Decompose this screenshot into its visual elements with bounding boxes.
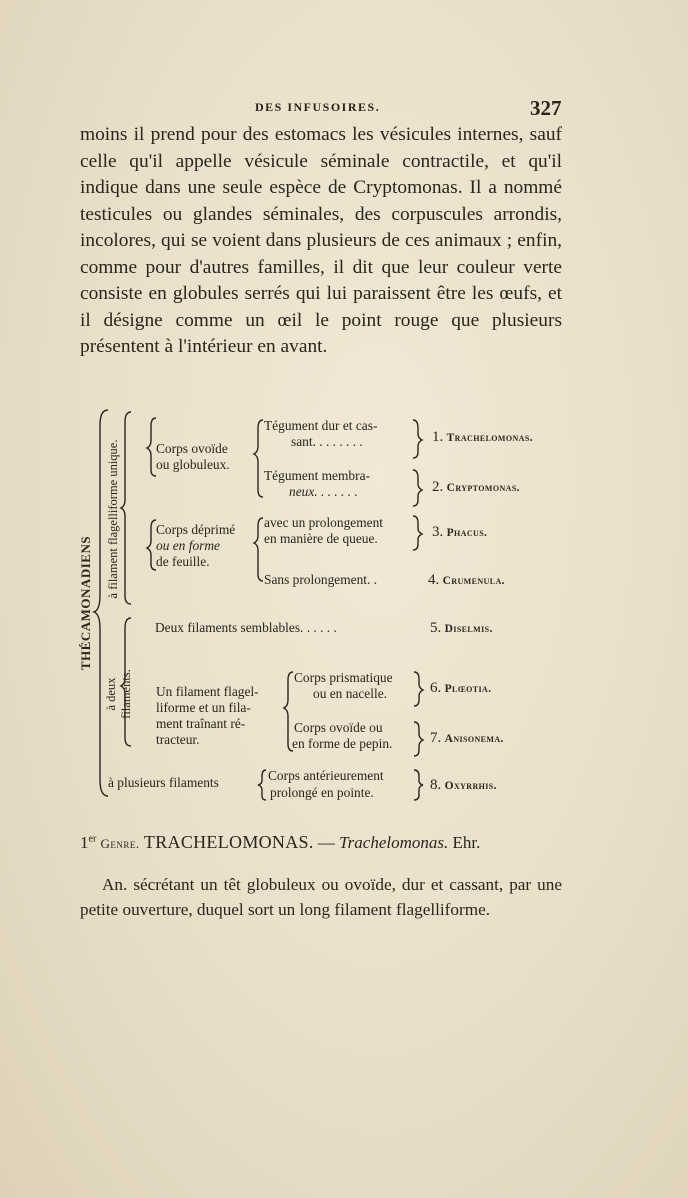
flagellum-line-3: ment traînant ré- xyxy=(156,716,246,731)
genus-number: 1. xyxy=(432,429,444,445)
brace-flat xyxy=(147,520,156,570)
flagellum-line-4: tracteur. xyxy=(156,732,200,747)
genus-2 xyxy=(432,479,520,496)
close-brace-8 xyxy=(414,770,423,800)
flagellum-line-1: Un filament flagel- xyxy=(156,684,259,699)
anterior-line-1: Corps antérieurement xyxy=(268,768,384,783)
membranous-line-2: neux. . . . . . . xyxy=(289,484,358,499)
genus-number: 6. xyxy=(430,680,442,696)
genus-4 xyxy=(428,572,505,589)
group-two-label: à deux filaments. xyxy=(104,669,133,719)
prism-line-1: Corps prismatique xyxy=(294,670,393,685)
genus-label: Genre. xyxy=(100,836,140,851)
flagellum-line-2: liforme et un fila- xyxy=(156,700,251,715)
flat-line-1: Corps déprimé xyxy=(156,522,236,537)
brace-single xyxy=(121,412,131,604)
genus-number: 2. xyxy=(432,479,444,495)
close-brace-6 xyxy=(414,672,423,706)
genus-ordinal-suffix: er xyxy=(88,833,97,845)
genus-dash: — xyxy=(317,833,335,852)
genus-number: 4. xyxy=(428,572,440,588)
no-tail-line: Sans prolongement. . xyxy=(264,572,378,587)
flat-line-3: de feuille. xyxy=(156,554,210,569)
brace-flagellum xyxy=(284,672,293,751)
prism-line-2: ou en nacelle. xyxy=(313,686,387,701)
many-filaments-label: à plusieurs filaments xyxy=(108,775,219,790)
genus-name: Plœotia. xyxy=(444,683,492,695)
genus-number: 8. xyxy=(430,777,442,793)
genus-name: Phacus. xyxy=(446,527,488,539)
brace-two xyxy=(121,618,131,746)
flat-line-2: ou en forme xyxy=(156,538,220,553)
brace-many xyxy=(258,770,266,800)
close-brace-7 xyxy=(414,722,423,756)
hard-line-1: Tégument dur et cas- xyxy=(264,418,378,433)
close-brace-2 xyxy=(413,470,422,506)
genus-name: Anisonema. xyxy=(444,733,504,745)
brace-ovoid xyxy=(147,418,156,476)
main-brace xyxy=(94,410,108,796)
genus-heading xyxy=(80,832,580,853)
genus-6 xyxy=(430,680,492,697)
ovoid-line-2: ou globuleux. xyxy=(156,457,230,472)
membranous-line-1: Tégument membra- xyxy=(264,468,370,483)
genus-5 xyxy=(430,620,493,637)
genus-number: 3. xyxy=(432,524,444,540)
genus-number: 5. xyxy=(430,620,442,636)
genus-7 xyxy=(430,730,504,747)
anterior-line-2: prolongé en pointe. xyxy=(270,785,374,800)
genus-latin: Trachelomonas. xyxy=(339,833,449,852)
family-label: THÉCAMONADIENS xyxy=(78,535,93,671)
tail-line-1: avec un prolongement xyxy=(264,515,383,530)
genus-number: 7. xyxy=(430,730,442,746)
similar-line: Deux filaments semblables. . . . . . xyxy=(155,620,337,635)
group-single-label: à filament flagelliforme unique. xyxy=(106,439,120,599)
genus-name: Cryptomonas. xyxy=(446,482,520,494)
body-paragraph-1: moins il prend pour des estomacs les vésicules internes, sauf celle qu'il appelle vésicule séminale contractile, et qu'il indique dans une seule espèce de Cryptomonas. Il a nommé testicules ou glandes séminales, des corpuscules arrondis, incolores, qui se voient dans plusieurs de ces animaux ; enfin, comme pour d'autres familles, il dit que leur couleur verte consiste en globules serrés qui lui paraissent être les œufs, et il désigne comme un œil le point rouge que plusieurs présentent à l'intérieur en avant. xyxy=(80,124,562,357)
pip-line-2: en forme de pepin. xyxy=(292,736,393,751)
genus-name: Crumenula. xyxy=(442,575,505,587)
genus-ordinal: 1 xyxy=(80,833,89,852)
genus-title: TRACHELOMONAS. xyxy=(143,832,314,852)
genus-1 xyxy=(432,429,533,446)
page-header xyxy=(0,96,688,120)
page-number: 327 xyxy=(530,96,562,120)
body-paragraph-2: An. sécrétant un têt globuleux ou ovoïde, dur et cassant, par une petite ouverture, duquel sort un long filament flagelliforme. xyxy=(80,875,562,919)
pip-line-1: Corps ovoïde ou xyxy=(294,720,383,735)
brace-appendage xyxy=(254,518,263,581)
genus-author: Ehr. xyxy=(452,833,481,852)
genus-8 xyxy=(430,777,497,794)
hard-line-2: sant. . . . . . . . xyxy=(291,434,363,449)
running-head: DES INFUSOIRES. xyxy=(255,100,381,114)
brace-tegument xyxy=(254,420,263,497)
genus-name: Trachelomonas. xyxy=(446,432,533,444)
close-brace-3 xyxy=(413,516,422,550)
genus-name: Oxyrrhis. xyxy=(444,780,497,792)
genus-name: Diselmis. xyxy=(444,623,493,635)
genus-3 xyxy=(432,524,487,541)
ovoid-line-1: Corps ovoïde xyxy=(156,441,228,456)
close-brace-1 xyxy=(413,420,422,458)
tail-line-2: en manière de queue. xyxy=(264,531,378,546)
